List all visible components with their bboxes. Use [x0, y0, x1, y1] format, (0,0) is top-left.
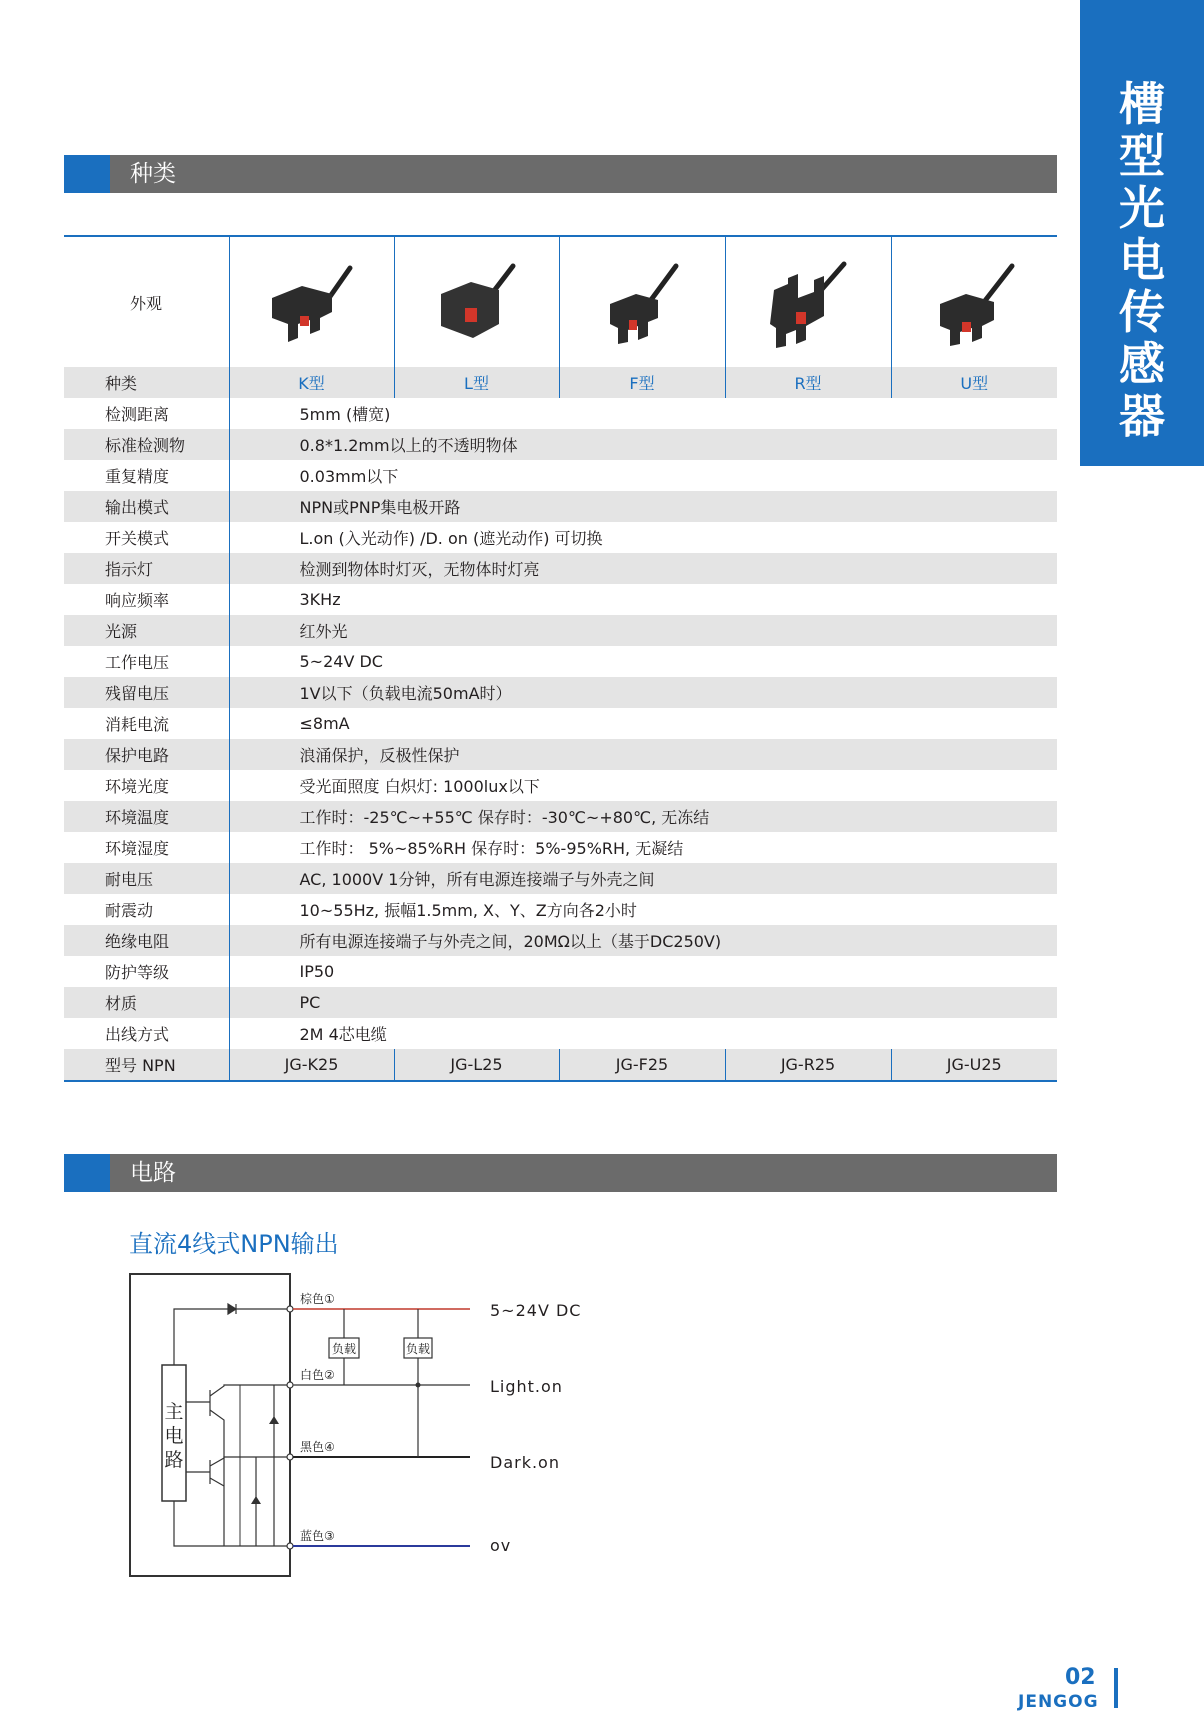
- model-row: [64, 1049, 1057, 1081]
- spec-row: [64, 832, 1057, 863]
- side-title-char: 槽: [1119, 77, 1165, 131]
- spec-label: 环境温度: [64, 801, 229, 832]
- main-circuit-char: 路: [164, 1449, 184, 1471]
- model-cell: JG-U25: [891, 1049, 1057, 1081]
- terminal-4: [287, 1454, 293, 1460]
- spec-label: 绝缘电阻: [64, 925, 229, 956]
- spec-value: NPN或PNP集电极开路: [229, 491, 1057, 522]
- spec-value: 0.8*1.2mm以上的不透明物体: [229, 429, 1057, 460]
- spec-label: 材质: [64, 987, 229, 1018]
- spec-value: AC, 1000V 1分钟，所有电源连接端子与外壳之间: [229, 863, 1057, 894]
- type-cell: U型: [891, 367, 1057, 398]
- appearance-label: 外观: [64, 236, 229, 367]
- output-label-ov: ov: [490, 1536, 512, 1555]
- type-cell: F型: [559, 367, 725, 398]
- spec-row: [64, 398, 1057, 429]
- spec-value: 受光面照度 白炽灯: 1000lux以下: [299, 777, 540, 796]
- spec-label: 环境光度: [64, 770, 229, 801]
- terminal-2: [287, 1382, 293, 1388]
- spec-row: [64, 956, 1057, 987]
- spec-row: [64, 646, 1057, 677]
- type-row: [64, 367, 1057, 398]
- type-cell: R型: [725, 367, 891, 398]
- spec-label: 工作电压: [64, 646, 229, 677]
- spec-table: [64, 235, 1057, 1082]
- load-1-label: 负载: [331, 1342, 357, 1356]
- spec-row: [64, 677, 1057, 708]
- brand-name: JENGOG: [1018, 1692, 1099, 1712]
- spec-label: 消耗电流: [64, 708, 229, 739]
- sensor-f-image: [592, 250, 692, 350]
- load-2-label: 负载: [405, 1342, 431, 1356]
- type-cell: L型: [394, 367, 559, 398]
- section-title: 电路: [130, 1160, 176, 1186]
- spec-label: 耐震动: [64, 894, 229, 925]
- spec-value: 2M 4芯电缆: [299, 1025, 387, 1044]
- product-image-k: [229, 236, 394, 367]
- spec-value: 检测到物体时灯灭，无物体时灯亮: [229, 553, 1057, 584]
- appearance-row: [64, 236, 1057, 367]
- output-label-light-on: Light.on: [490, 1377, 563, 1396]
- terminal-3: [287, 1543, 293, 1549]
- main-circuit-char: 主: [164, 1401, 184, 1423]
- spec-label: 标准检测物: [64, 429, 229, 460]
- spec-value: L.on (入光动作) /D. on (遮光动作) 可切换: [299, 529, 603, 548]
- spec-value: 工作时：-25℃~+55℃ 保存时：-30℃~+80℃, 无冻结: [229, 801, 1057, 832]
- section-accent: [64, 155, 110, 193]
- sensor-r-image: [758, 250, 858, 350]
- spec-label: 光源: [64, 615, 229, 646]
- spec-row: [64, 491, 1057, 522]
- side-title-char: 光: [1119, 181, 1165, 235]
- model-cell: JG-K25: [229, 1049, 394, 1081]
- spec-label: 防护等级: [64, 956, 229, 987]
- spec-row: [64, 925, 1057, 956]
- spec-value: 所有电源连接端子与外壳之间，20MΩ以上（基于DC250V): [229, 925, 1057, 956]
- output-label-power: 5~24V DC: [490, 1301, 582, 1320]
- product-image-f: [559, 236, 725, 367]
- spec-row: [64, 584, 1057, 615]
- spec-row: [64, 1018, 1057, 1049]
- spec-value: 浪涌保护，反极性保护: [229, 739, 1057, 770]
- sensor-k-image: [262, 250, 362, 350]
- side-title-char: 电: [1119, 233, 1165, 287]
- spec-value: 1V以下（负载电流50mA时）: [229, 677, 1057, 708]
- spec-value: 3KHz: [299, 590, 341, 609]
- section-header-types: [64, 155, 1057, 193]
- model-cell: JG-L25: [394, 1049, 559, 1081]
- spec-row: [64, 987, 1057, 1018]
- spec-row: [64, 770, 1057, 801]
- side-title-char: 型: [1119, 129, 1165, 183]
- wire-label-blue: 蓝色③: [300, 1529, 335, 1543]
- terminal-1: [287, 1306, 293, 1312]
- circuit-title: 直流4线式NPN输出: [129, 1230, 339, 1258]
- spec-row: [64, 708, 1057, 739]
- spec-label: 开关模式: [64, 522, 229, 553]
- spec-row: [64, 553, 1057, 584]
- side-title-char: 传: [1119, 285, 1165, 339]
- spec-value: 工作时： 5%~85%RH 保存时：5%-95%RH, 无凝结: [299, 839, 684, 858]
- spec-label: 检测距离: [64, 398, 229, 429]
- spec-label: 重复精度: [64, 460, 229, 491]
- spec-row: [64, 522, 1057, 553]
- sensor-housing: [130, 1274, 290, 1576]
- spec-label: 指示灯: [64, 553, 229, 584]
- spec-label: 环境湿度: [64, 832, 229, 863]
- page-number-bar: [1114, 1668, 1118, 1708]
- product-image-r: [725, 236, 891, 367]
- sensor-u-image: [924, 250, 1024, 350]
- wire-label-brown: 棕色①: [300, 1292, 335, 1306]
- spec-label: 响应频率: [64, 584, 229, 615]
- spec-label: 残留电压: [64, 677, 229, 708]
- product-image-u: [891, 236, 1057, 367]
- main-circuit-char: 电: [164, 1425, 184, 1447]
- page-number: 02: [1065, 1665, 1096, 1690]
- spec-value: 红外光: [229, 615, 1057, 646]
- section-accent: [64, 1154, 110, 1192]
- spec-value: 5~24V DC: [299, 652, 383, 671]
- spec-row: [64, 863, 1057, 894]
- spec-row: [64, 801, 1057, 832]
- spec-row: [64, 429, 1057, 460]
- wire-label-black: 黑色④: [300, 1440, 335, 1454]
- type-label: 种类: [64, 367, 229, 398]
- model-cell: JG-F25: [559, 1049, 725, 1081]
- spec-label: 出线方式: [64, 1018, 229, 1049]
- section-header-circuit: [64, 1154, 1057, 1192]
- spec-row: [64, 460, 1057, 491]
- type-cell: K型: [229, 367, 394, 398]
- output-label-dark-on: Dark.on: [490, 1453, 560, 1472]
- side-title-char: 器: [1119, 389, 1165, 443]
- model-label: 型号 NPN: [64, 1049, 229, 1081]
- model-cell: JG-R25: [725, 1049, 891, 1081]
- spec-label: 保护电路: [64, 739, 229, 770]
- spec-row: [64, 894, 1057, 925]
- circuit-diagram: [128, 1272, 488, 1592]
- side-tab: [1080, 0, 1204, 466]
- spec-value: PC: [229, 987, 1057, 1018]
- spec-row: [64, 739, 1057, 770]
- spec-label: 输出模式: [64, 491, 229, 522]
- wire-label-white: 白色②: [300, 1368, 335, 1382]
- spec-value: IP50: [299, 962, 335, 981]
- spec-row: [64, 615, 1057, 646]
- spec-label: 耐电压: [64, 863, 229, 894]
- product-image-l: [394, 236, 559, 367]
- side-title: [1080, 78, 1204, 442]
- spec-value: 5mm (槽宽): [299, 405, 391, 424]
- side-title-char: 感: [1119, 337, 1165, 391]
- section-title: 种类: [130, 161, 176, 187]
- spec-value: 10~55Hz, 振幅1.5mm, X、Y、Z方向各2小时: [299, 901, 637, 920]
- spec-value: ≤8mA: [299, 714, 350, 733]
- spec-value: 0.03mm以下: [299, 467, 399, 486]
- sensor-l-image: [427, 250, 527, 350]
